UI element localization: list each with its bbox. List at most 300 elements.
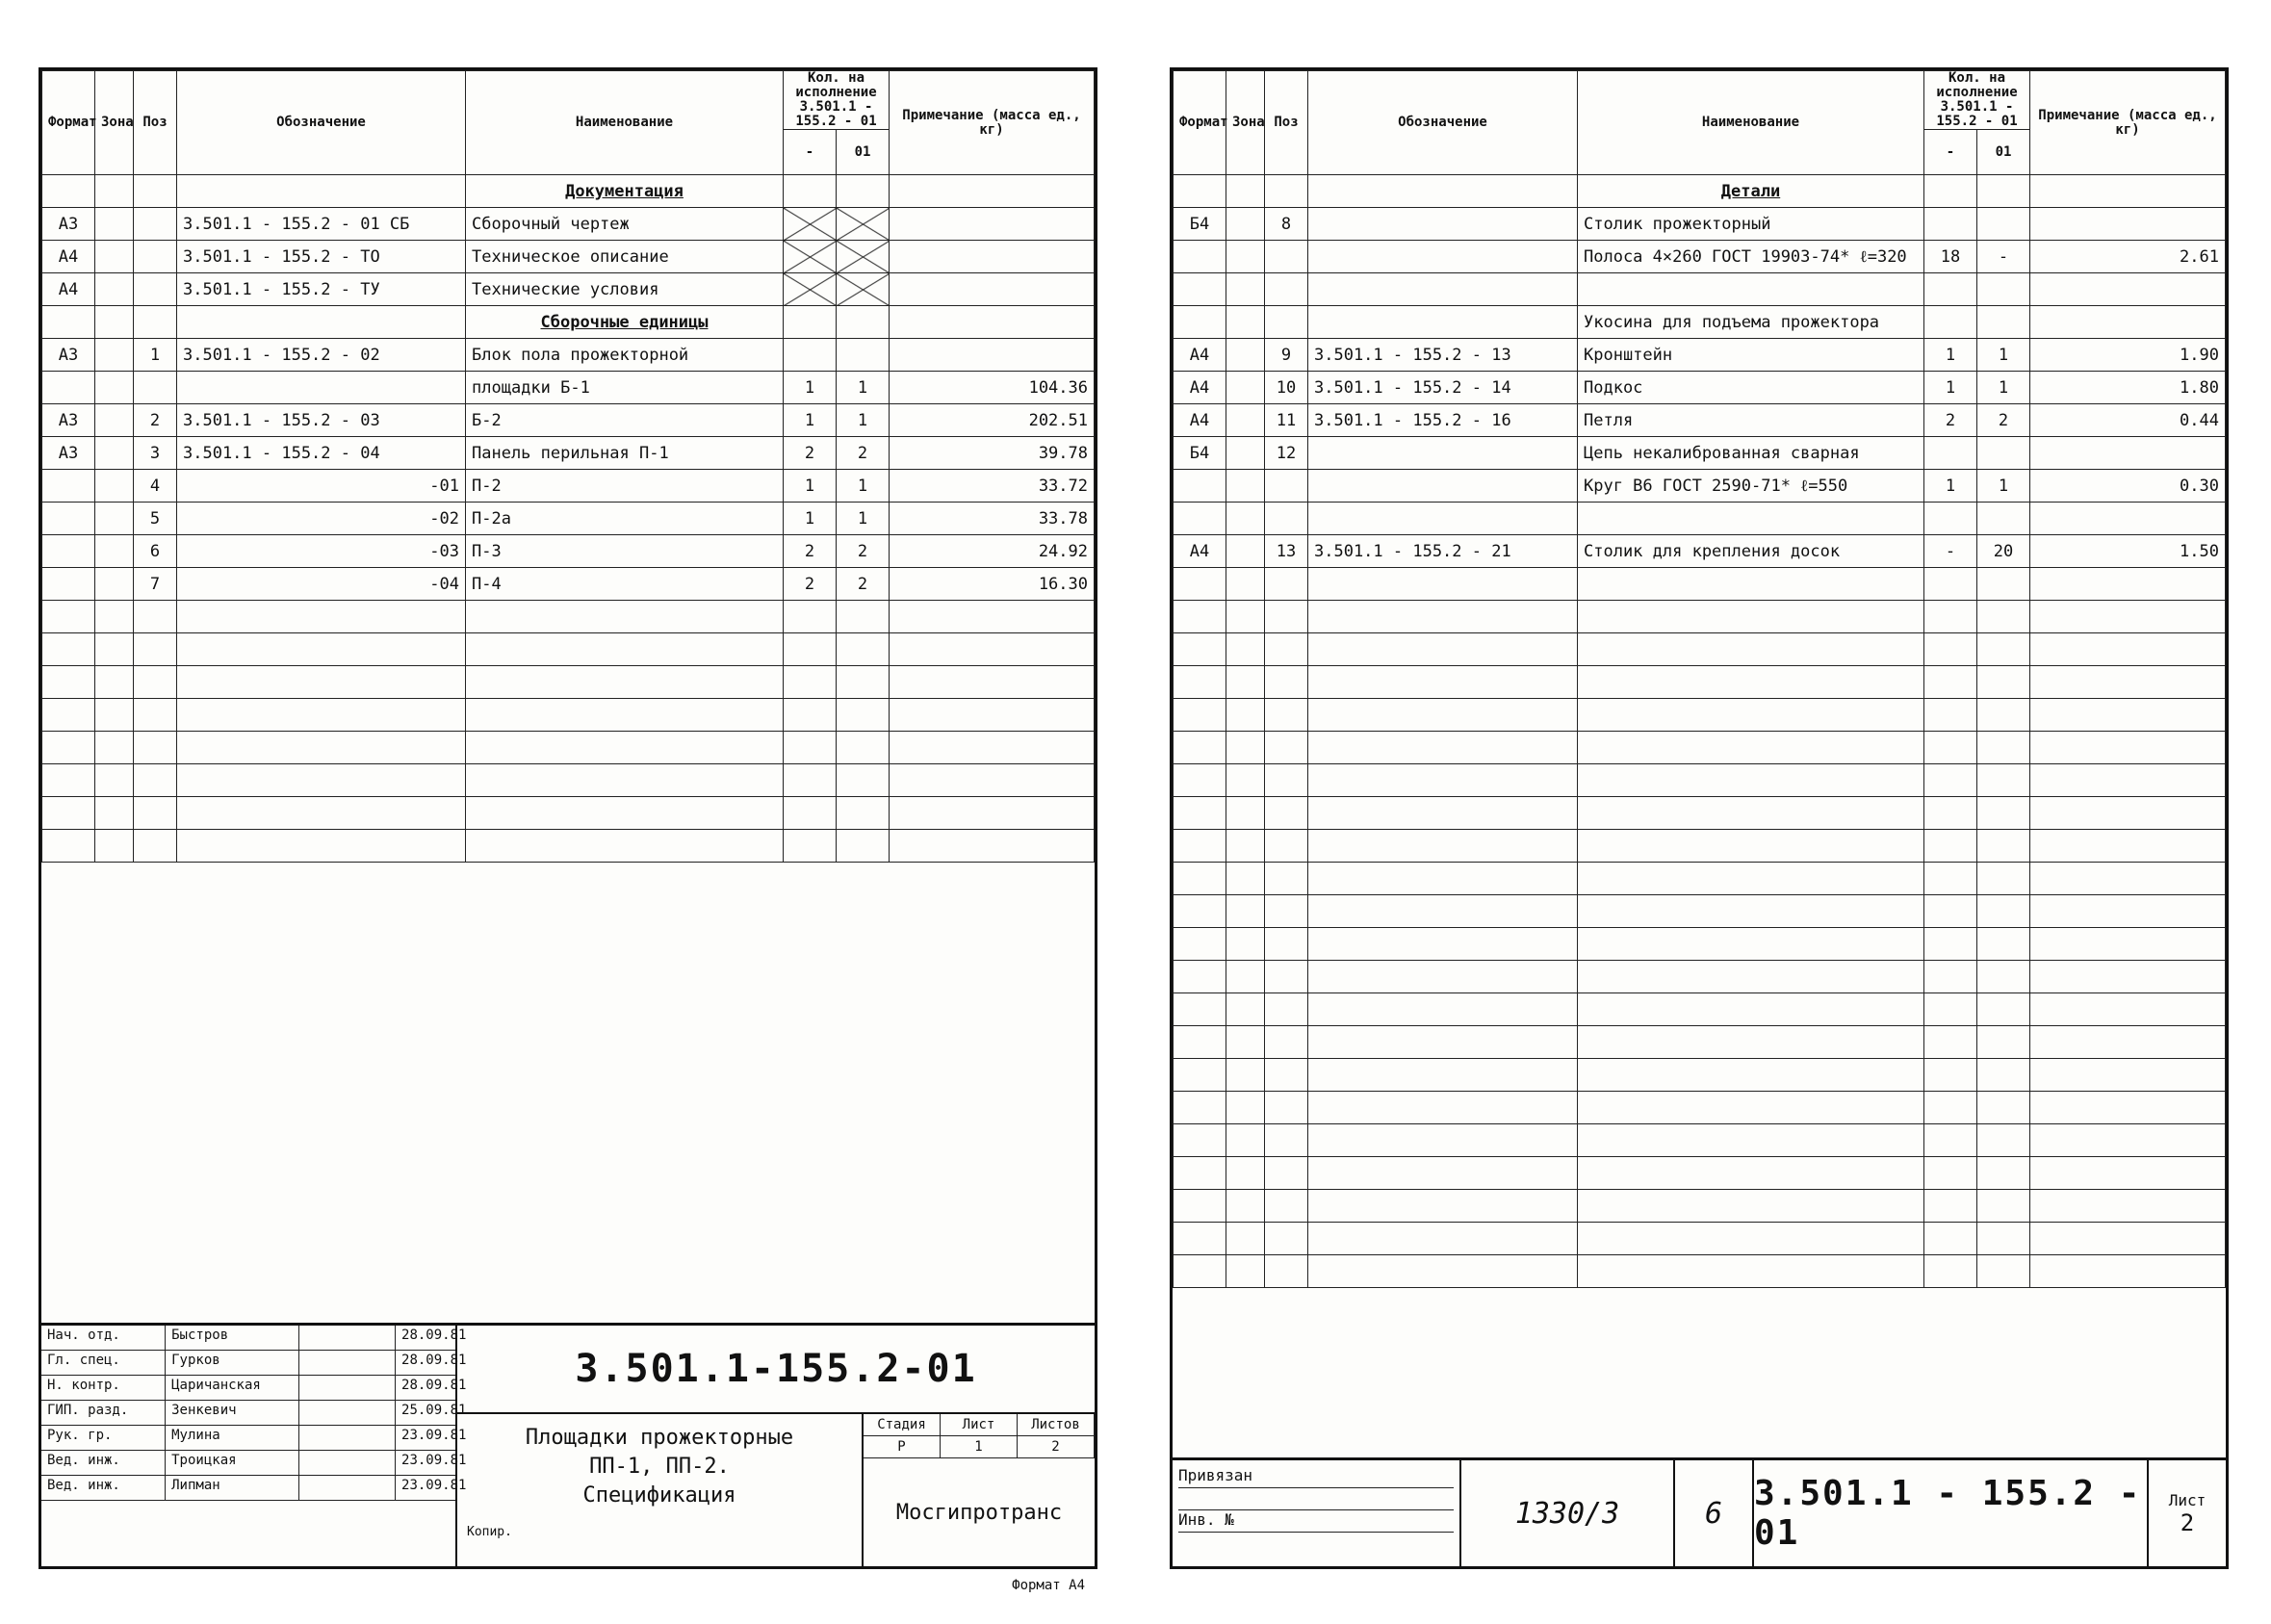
format-cell: А3 [42,339,95,372]
designation-cell [1308,306,1578,339]
qty-dash-cell [784,339,837,372]
table-row [1174,1157,2226,1190]
pos-cell [134,633,177,666]
designation-cell: 3.501.1 - 155.2 - 01 СБ [177,208,466,241]
qty-01-cell [1977,1124,2030,1157]
signer-name: Гурков [166,1351,299,1375]
table-row [1174,372,2226,404]
qty-01-cell: 1 [1977,470,2030,503]
zone-cell [1226,1255,1265,1288]
note-cell [890,764,1095,797]
signature [299,1426,396,1450]
format-cell [1174,1124,1226,1157]
table-row [42,175,1095,208]
table-row [1174,863,2226,895]
pos-cell [1265,863,1308,895]
qty-dash-cell: 2 [784,568,837,601]
name-cell [466,732,784,764]
header-qty: Кол. на исполнение 3.501.1 - 155.2 - 01 [784,71,890,130]
zone-cell [1226,764,1265,797]
name-cell [1578,666,1924,699]
format-cell [42,175,95,208]
qty-dash-cell [1924,1223,1977,1255]
zone-cell [95,273,134,306]
signer-row [41,1476,467,1501]
qty-01-cell [837,208,890,241]
zone-cell [1226,339,1265,372]
designation-cell [1308,928,1578,961]
spec-table-2 [1173,70,2226,1288]
qty-dash-cell [1924,895,1977,928]
signer-row [41,1426,467,1451]
qty-dash-cell [1924,633,1977,666]
name-cell: П-4 [466,568,784,601]
designation-cell: -02 [177,503,466,535]
zone-cell [1226,503,1265,535]
qty-dash-cell: 1 [784,503,837,535]
signer-date: 28.09.81 [401,1353,467,1368]
qty-01-cell [1977,895,2030,928]
zone-cell [95,764,134,797]
zone-cell [1226,1092,1265,1124]
name-cell [466,830,784,863]
designation-cell [177,699,466,732]
format-cell: Б4 [1174,437,1226,470]
designation-cell: 3.501.1 - 155.2 - 04 [177,437,466,470]
header-qty-dash: - [784,130,837,175]
signer-date: 28.09.81 [401,1328,467,1343]
qty-dash-cell [1924,503,1977,535]
pos-cell: 1 [134,339,177,372]
qty-01-cell [837,732,890,764]
qty-01-cell: 20 [1977,535,2030,568]
qty-dash-cell: 18 [1924,241,1977,273]
binding-box: Привязан Инв. № [1173,1460,1461,1566]
sheet-small-number: 6 [1675,1460,1754,1566]
table-row [1174,273,2226,306]
table-row [42,732,1095,764]
pos-cell [1265,1124,1308,1157]
qty-01-cell [837,797,890,830]
zone-cell [95,797,134,830]
qty-dash-cell [1924,568,1977,601]
designation-cell [1308,503,1578,535]
format-cell [1174,1223,1226,1255]
qty-dash-cell [784,797,837,830]
name-cell [466,797,784,830]
designation-cell [1308,1124,1578,1157]
zone-cell [1226,1026,1265,1059]
note-cell [890,797,1095,830]
table-row [42,404,1095,437]
qty-01-cell: 1 [837,470,890,503]
format-cell [1174,1026,1226,1059]
table-row [1174,404,2226,437]
table-row [42,306,1095,339]
header-name: Наименование [466,71,784,175]
pos-cell [1265,961,1308,993]
name-cell [1578,699,1924,732]
pos-cell [134,732,177,764]
name-cell: площадки Б-1 [466,372,784,404]
table-row [42,699,1095,732]
signature [299,1326,396,1350]
qty-01-cell [837,306,890,339]
note-cell: 1.50 [2030,535,2226,568]
qty-01-cell [1977,863,2030,895]
note-cell: 16.30 [890,568,1095,601]
designation-cell [1308,797,1578,830]
pos-cell [1265,503,1308,535]
spec-table-1 [41,70,1095,863]
signer-row [41,1326,467,1351]
note-cell [890,601,1095,633]
pos-cell [1265,306,1308,339]
qty-dash-cell [1924,1026,1977,1059]
name-cell: П-2 [466,470,784,503]
note-cell [890,208,1095,241]
qty-dash-cell [784,306,837,339]
pos-cell: 8 [1265,208,1308,241]
qty-dash-cell [784,208,837,241]
qty-01-cell [1977,961,2030,993]
pos-cell [1265,1255,1308,1288]
signature [299,1451,396,1475]
name-cell [1578,895,1924,928]
qty-dash-cell: 1 [784,372,837,404]
designation-cell: 3.501.1 - 155.2 - ТУ [177,273,466,306]
format-cell: А3 [42,208,95,241]
qty-dash-cell [784,601,837,633]
format-cell: А3 [42,437,95,470]
name-cell [1578,601,1924,633]
format-cell: Б4 [1174,208,1226,241]
table-row [1174,1059,2226,1092]
qty-01-cell [1977,208,2030,241]
format-cell [1174,241,1226,273]
qty-01-cell [1977,764,2030,797]
format-cell [1174,1092,1226,1124]
zone-cell [1226,1157,1265,1190]
qty-dash-cell [784,241,837,273]
table-row [1174,666,2226,699]
zone-cell [1226,1190,1265,1223]
name-cell [466,666,784,699]
table-row [1174,306,2226,339]
name-cell: Круг В6 ГОСТ 2590-71* ℓ=550 [1578,470,1924,503]
format-cell [42,568,95,601]
note-cell [2030,175,2226,208]
note-cell [890,175,1095,208]
format-cell: А3 [42,404,95,437]
note-cell [2030,830,2226,863]
name-cell [1578,1190,1924,1223]
qty-01-cell [1977,306,2030,339]
designation-cell: 3.501.1 - 155.2 - 21 [1308,535,1578,568]
note-cell [2030,1157,2226,1190]
pos-cell [1265,568,1308,601]
note-cell [2030,1255,2226,1288]
format-cell [1174,830,1226,863]
note-cell [2030,666,2226,699]
format-cell: А4 [42,273,95,306]
designation-cell [177,372,466,404]
table-row [42,601,1095,633]
pos-cell: 11 [1265,404,1308,437]
signer-role: ГИП. разд. [41,1401,166,1425]
format-cell [1174,306,1226,339]
zone-cell [1226,208,1265,241]
zone-cell [1226,306,1265,339]
qty-dash-cell [784,764,837,797]
header-qty-dash: - [1924,130,1977,175]
note-cell [2030,993,2226,1026]
qty-01-cell [1977,928,2030,961]
zone-cell [1226,797,1265,830]
format-cell: А4 [1174,372,1226,404]
copied-label: Копир. [467,1525,512,1539]
header-qty: Кол. на исполнение 3.501.1 - 155.2 - 01 [1924,71,2030,130]
note-cell [2030,1223,2226,1255]
table-row [1174,1223,2226,1255]
stage-box: Стадия Лист Листов Р 1 2 Мосгипротранс [864,1414,1095,1566]
zone-cell [1226,732,1265,764]
format-cell: А4 [42,241,95,273]
designation-cell [1308,568,1578,601]
note-cell [2030,601,2226,633]
note-cell: 33.78 [890,503,1095,535]
qty-01-cell [1977,568,2030,601]
table-row [42,633,1095,666]
note-cell [2030,568,2226,601]
name-cell: Блок пола прожекторной [466,339,784,372]
note-cell [2030,273,2226,306]
designation-cell [1308,1190,1578,1223]
zone-cell [1226,241,1265,273]
zone-cell [1226,437,1265,470]
qty-dash-cell [1924,830,1977,863]
qty-01-cell [1977,1092,2030,1124]
pos-cell: 12 [1265,437,1308,470]
drawing-number: 1330/3 [1461,1460,1675,1566]
table-row [1174,1026,2226,1059]
designation-cell: -04 [177,568,466,601]
name-cell [1578,993,1924,1026]
note-cell [2030,1124,2226,1157]
name-cell: Петля [1578,404,1924,437]
designation-cell [177,306,466,339]
note-cell [2030,633,2226,666]
pos-cell [134,372,177,404]
designation-cell [1308,241,1578,273]
designation-cell: 3.501.1 - 155.2 - 02 [177,339,466,372]
signature [299,1476,396,1500]
qty-dash-cell [1924,961,1977,993]
format-cell [1174,633,1226,666]
name-cell [466,633,784,666]
signers-list [41,1326,467,1566]
table-row [1174,601,2226,633]
signer-name: Троицкая [166,1451,299,1475]
name-cell [1578,830,1924,863]
qty-dash-cell [1924,1255,1977,1288]
note-cell [890,339,1095,372]
zone-cell [1226,404,1265,437]
name-cell [1578,633,1924,666]
designation-cell [1308,1092,1578,1124]
designation-cell: 3.501.1 - 155.2 - 13 [1308,339,1578,372]
format-cell [1174,699,1226,732]
designation-cell [1308,273,1578,306]
pos-cell [1265,601,1308,633]
table-row [42,666,1095,699]
signer-row [41,1376,467,1401]
note-cell [2030,928,2226,961]
pos-cell [1265,1190,1308,1223]
note-cell [890,699,1095,732]
table-row [1174,633,2226,666]
format-cell [1174,1190,1226,1223]
note-cell [2030,503,2226,535]
designation-cell [177,830,466,863]
pos-cell [134,601,177,633]
name-cell: Документация [466,175,784,208]
signature [299,1351,396,1375]
zone-cell [95,437,134,470]
organization: Мосгипротранс [895,1500,1063,1525]
name-cell: Техническое описание [466,241,784,273]
zone-cell [95,241,134,273]
qty-dash-cell [784,175,837,208]
designation-cell: 3.501.1 - 155.2 - 16 [1308,404,1578,437]
qty-01-cell: 2 [1977,404,2030,437]
name-cell [1578,961,1924,993]
table-row [1174,339,2226,372]
note-cell [890,273,1095,306]
designation-cell [1308,601,1578,633]
signer-row [41,1401,467,1426]
qty-dash-cell: 1 [1924,339,1977,372]
pos-cell [1265,993,1308,1026]
pos-cell [134,241,177,273]
qty-01-cell: 1 [1977,339,2030,372]
zone-cell [95,470,134,503]
pos-cell: 4 [134,470,177,503]
designation-cell [1308,437,1578,470]
note-cell [890,666,1095,699]
format-cell [42,764,95,797]
qty-dash-cell [1924,863,1977,895]
table-row [42,339,1095,372]
name-cell: Детали [1578,175,1924,208]
qty-01-cell: 1 [837,503,890,535]
sheet2-footer [1173,1457,2226,1566]
spec-sheet-1 [39,67,1097,1593]
designation-cell [177,666,466,699]
qty-01-cell: 2 [837,568,890,601]
zone-cell [1226,1059,1265,1092]
table-row [42,372,1095,404]
format-cell [1174,601,1226,633]
zone-cell [95,404,134,437]
qty-01-cell: 1 [1977,372,2030,404]
zone-cell [1226,633,1265,666]
qty-01-cell [1977,830,2030,863]
designation-cell: 3.501.1 - 155.2 - 14 [1308,372,1578,404]
format-cell: А4 [1174,535,1226,568]
format-cell [1174,863,1226,895]
note-cell [2030,895,2226,928]
qty-01-cell: 1 [837,404,890,437]
qty-01-cell [1977,797,2030,830]
qty-01-cell [837,601,890,633]
name-cell [1578,503,1924,535]
note-cell [2030,699,2226,732]
pos-cell: 13 [1265,535,1308,568]
name-cell: Кронштейн [1578,339,1924,372]
pos-cell: 9 [1265,339,1308,372]
format-label: Формат А4 [1012,1578,1085,1593]
qty-01-cell [1977,503,2030,535]
note-cell [890,241,1095,273]
signer-date: 25.09.81 [401,1403,467,1418]
zone-cell [95,666,134,699]
pos-cell [1265,175,1308,208]
qty-dash-cell [1924,1092,1977,1124]
zone-cell [1226,830,1265,863]
header-zone: Зона [1226,71,1265,175]
zone-cell [1226,961,1265,993]
note-cell [2030,797,2226,830]
table-row [1174,175,2226,208]
pos-cell [1265,895,1308,928]
designation-cell [1308,895,1578,928]
zone-cell [1226,666,1265,699]
table-row [42,535,1095,568]
header-zone: Зона [95,71,134,175]
note-cell: 1.80 [2030,372,2226,404]
table-row [42,273,1095,306]
name-cell: П-2а [466,503,784,535]
zone-cell [95,732,134,764]
qty-01-cell [1977,1026,2030,1059]
qty-01-cell: - [1977,241,2030,273]
qty-dash-cell [784,666,837,699]
name-cell: Сборочные единицы [466,306,784,339]
designation-cell [1308,699,1578,732]
qty-dash-cell: - [1924,535,1977,568]
name-cell [466,764,784,797]
qty-01-cell [1977,273,2030,306]
format-cell [1174,470,1226,503]
table-row [1174,241,2226,273]
note-cell: 202.51 [890,404,1095,437]
qty-dash-cell [784,633,837,666]
qty-dash-cell [1924,928,1977,961]
pos-cell [134,175,177,208]
qty-01-cell [1977,601,2030,633]
pos-cell: 3 [134,437,177,470]
note-cell [2030,1190,2226,1223]
name-cell [1578,928,1924,961]
name-cell: Подкос [1578,372,1924,404]
qty-dash-cell [1924,1190,1977,1223]
pos-cell [134,797,177,830]
table-row [1174,437,2226,470]
note-cell: 1.90 [2030,339,2226,372]
table-row [1174,764,2226,797]
spec-sheet-2 [1170,67,2229,1569]
